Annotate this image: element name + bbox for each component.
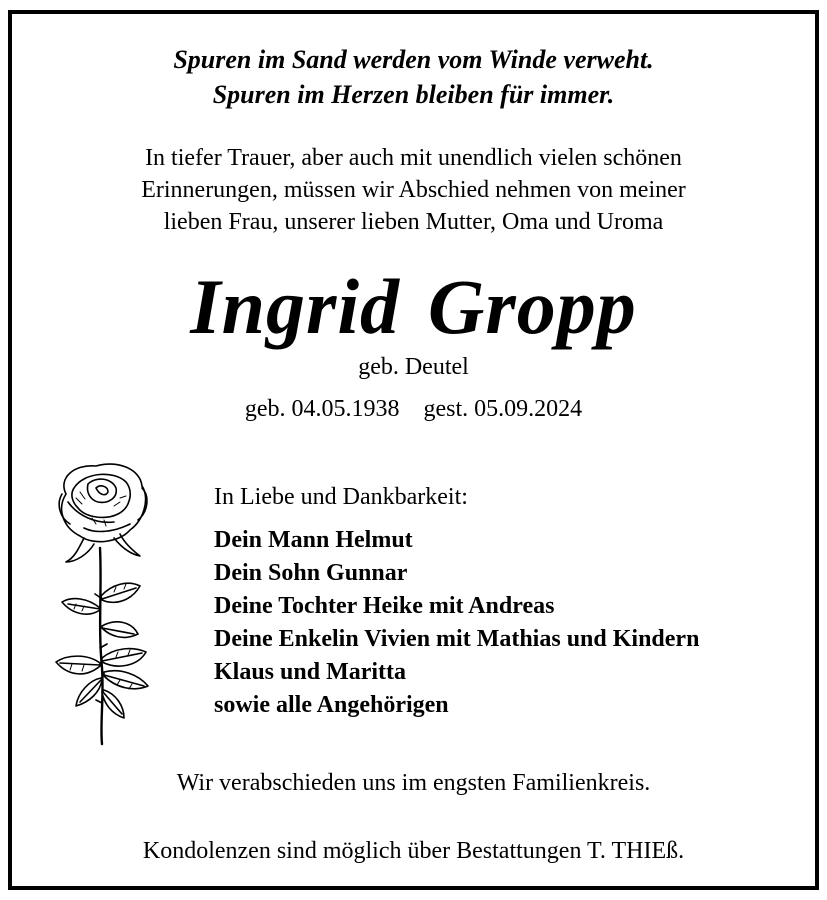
mourner-line: sowie alle Angehörigen <box>214 692 449 718</box>
birth-name: geb. Deutel <box>358 354 469 380</box>
intro-text <box>0 142 827 238</box>
rose-icon <box>44 458 184 750</box>
mourner-line: Dein Sohn Gunnar <box>214 560 408 586</box>
mourner-line: Dein Mann Helmut <box>214 527 413 553</box>
intro-line: In tiefer Trauer, aber auch mit unendlich vielen schönen <box>145 145 682 171</box>
intro-line: lieben Frau, unserer lieben Mutter, Oma und Uroma <box>163 209 664 235</box>
motto-line: Spuren im Sand werden vom Winde verweht. <box>173 45 654 74</box>
farewell-note: Wir verabschieden uns im engsten Familienkreis. <box>176 770 651 796</box>
motto-line: Spuren im Herzen bleiben für immer. <box>212 80 615 109</box>
birth-date: geb. 04.05.1938 <box>244 396 400 422</box>
first-name: Ingrid <box>190 263 401 350</box>
thanks-intro: In Liebe und Dankbarkeit: <box>214 484 468 510</box>
condolence-note: Kondolenzen sind möglich über Bestattungen T. THIEß. <box>142 838 685 864</box>
death-date: gest. 05.09.2024 <box>423 396 583 422</box>
thanks-block <box>214 482 814 722</box>
mourner-line: Deine Tochter Heike mit Andreas <box>214 593 555 619</box>
mourner-line: Deine Enkelin Vivien mit Mathias und Kindern <box>214 626 700 652</box>
mourner-line: Klaus und Maritta <box>214 659 407 685</box>
last-name: Gropp <box>428 263 637 350</box>
motto <box>0 42 827 112</box>
deceased-name <box>0 262 827 352</box>
intro-line: Erinnerungen, müssen wir Abschied nehmen von meiner <box>141 177 686 203</box>
life-dates <box>0 394 827 424</box>
